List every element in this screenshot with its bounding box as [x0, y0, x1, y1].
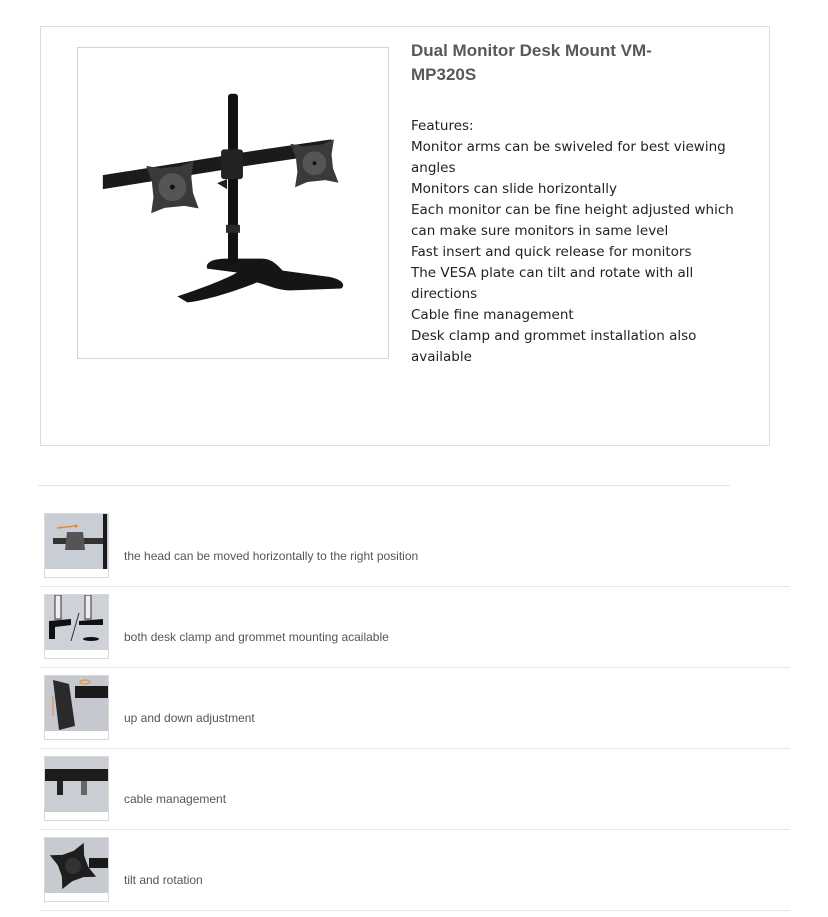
feature-item: Monitors can slide horizontally [411, 181, 617, 197]
feature-row [40, 749, 790, 830]
feature-caption: tilt and rotation [124, 873, 203, 887]
feature-caption: cable management [124, 792, 227, 806]
product-title [411, 39, 741, 87]
product-card [40, 26, 770, 446]
feature-caption: up and down adjustment [124, 711, 255, 725]
clamp-grommet-image [45, 595, 108, 650]
feature-item: Each monitor can be fine height adjusted which can make sure monitors in same level [411, 202, 734, 239]
feature-row [40, 830, 790, 911]
horizontal-move-thumbnail[interactable] [44, 513, 109, 578]
tilt-rotation-image [45, 838, 108, 893]
height-adjust-image [45, 676, 108, 731]
clamp-grommet-thumbnail[interactable] [44, 594, 109, 659]
features-list [411, 116, 741, 368]
feature-detail-list [40, 506, 790, 911]
section-divider [38, 485, 730, 486]
feature-item: Cable fine management [411, 307, 574, 323]
tilt-rotation-thumbnail[interactable] [44, 837, 109, 902]
feature-row [40, 506, 790, 587]
height-adjust-thumbnail[interactable] [44, 675, 109, 740]
feature-item: Fast insert and quick release for monitors [411, 244, 692, 260]
product-title-line2: MP320S [411, 65, 477, 84]
feature-row [40, 587, 790, 668]
feature-caption: the head can be moved horizontally to the right position [124, 549, 419, 563]
features-heading: Features: [411, 118, 474, 134]
cable-management-thumbnail[interactable] [44, 756, 109, 821]
horizontal-move-image [45, 514, 108, 569]
feature-item: Desk clamp and grommet installation also available [411, 328, 697, 365]
feature-row [40, 668, 790, 749]
product-title-line1: Dual Monitor Desk Mount VM- [411, 41, 652, 60]
feature-caption: both desk clamp and grommet mounting acailable [124, 630, 389, 644]
cable-management-image [45, 757, 108, 812]
product-info [411, 39, 741, 368]
feature-item: The VESA plate can tilt and rotate with all directions [411, 265, 694, 302]
product-image[interactable] [77, 47, 389, 359]
monitor-stand-illustration [78, 48, 388, 358]
feature-item: Monitor arms can be swiveled for best viewing angles [411, 139, 726, 176]
